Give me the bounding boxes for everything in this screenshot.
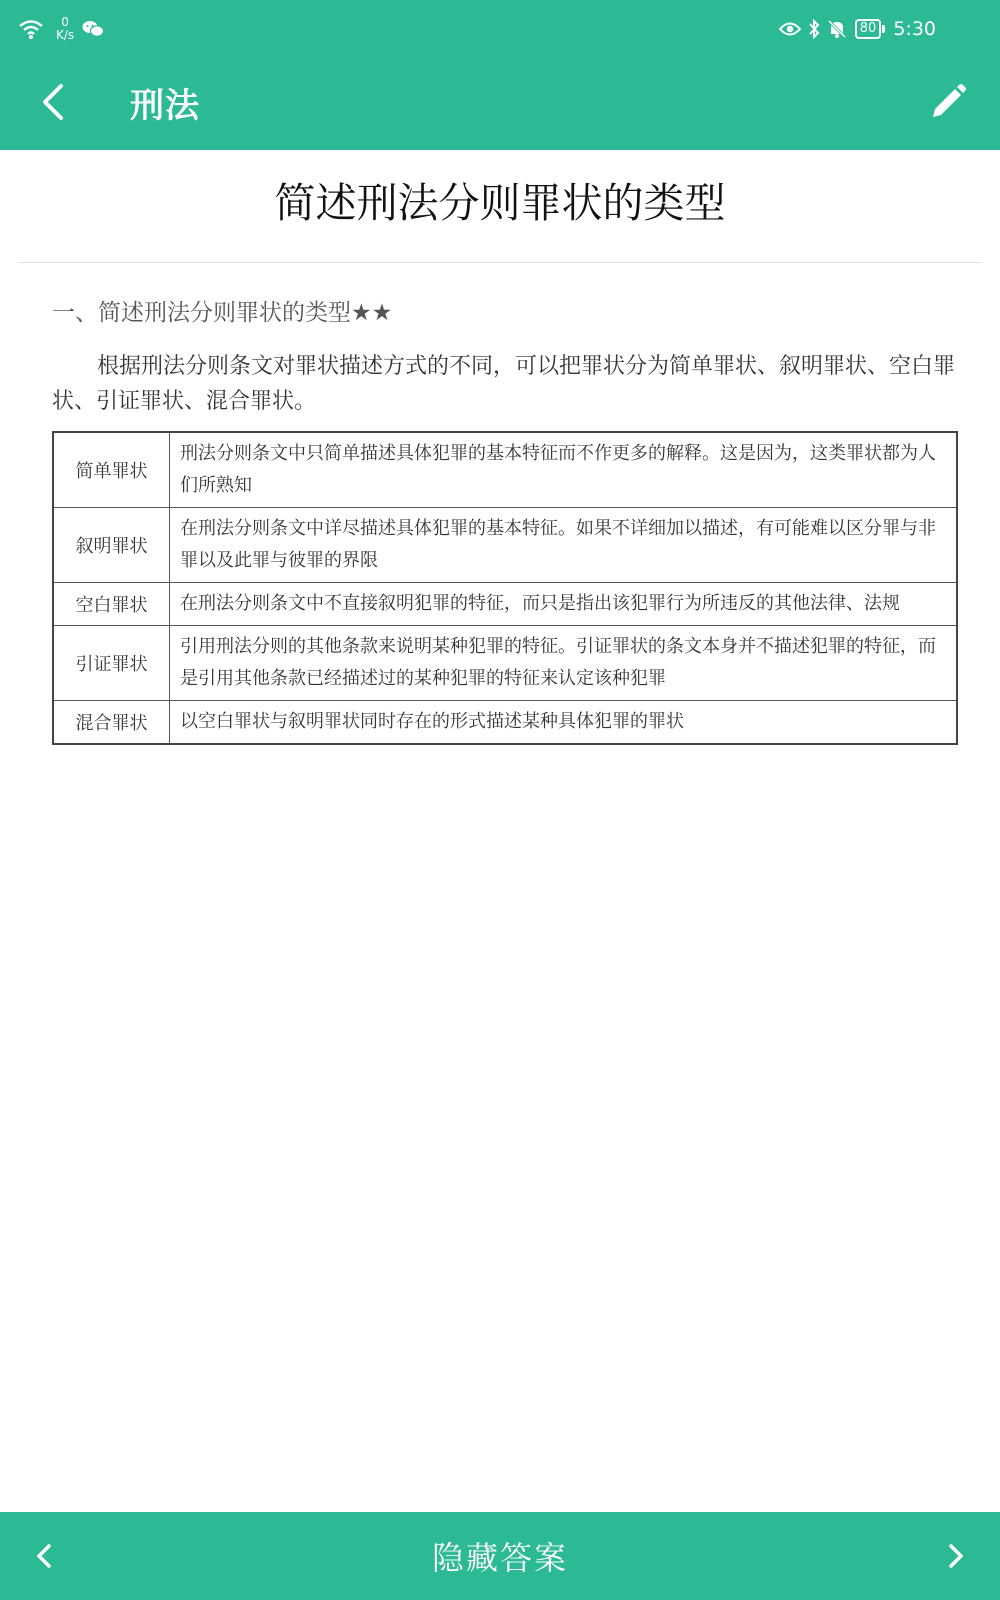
battery-icon — [855, 19, 886, 39]
hide-answer-button[interactable]: 隐藏答案 — [431, 1539, 568, 1577]
type-name: 简单罪状 — [53, 432, 170, 508]
edit-button[interactable] — [920, 74, 976, 130]
crime-types-table — [52, 431, 958, 745]
type-name: 引证罪状 — [53, 626, 170, 701]
wifi-icon — [18, 18, 44, 40]
mute-bell-icon — [827, 19, 847, 39]
type-name: 空白罪状 — [53, 583, 170, 626]
type-description: 在刑法分则条文中详尽描述具体犯罪的基本特征。如果不详细加以描述，有可能难以区分罪与非罪以及此罪与彼罪的界限 — [170, 508, 958, 583]
back-button[interactable] — [26, 74, 82, 130]
question-title: 简述刑法分则罪状的类型 — [274, 179, 726, 227]
wechat-icon — [82, 20, 104, 38]
type-description: 刑法分则条文中只简单描述具体犯罪的基本特征而不作更多的解释。这是因为，这类罪状都为人们所熟知 — [170, 432, 958, 508]
type-description: 在刑法分则条文中不直接叙明犯罪的特征，而只是指出该犯罪行为所违反的其他法律、法规 — [170, 583, 958, 626]
edit-pencil-icon — [929, 83, 967, 121]
type-description: 以空白罪状与叙明罪状同时存在的形式描述某种具体犯罪的罪状 — [170, 701, 958, 745]
answer-content — [52, 294, 960, 745]
bottom-bar — [0, 1512, 1000, 1600]
table-row — [53, 432, 957, 508]
divider — [18, 262, 982, 263]
table-row — [53, 583, 957, 626]
prev-chevron-icon — [34, 1541, 54, 1571]
back-arrow-icon — [39, 82, 69, 122]
status-bar — [0, 0, 1000, 56]
answer-heading: 一、简述刑法分则罪状的类型★★ — [52, 300, 393, 326]
net-speed-value: 0 — [61, 15, 69, 29]
page-title: 刑法 — [130, 86, 200, 126]
app-header — [0, 0, 1000, 150]
toolbar — [0, 56, 1000, 150]
bluetooth-icon — [807, 19, 821, 39]
eye-icon — [779, 21, 801, 37]
type-name: 叙明罪状 — [53, 508, 170, 583]
battery-level: 80 — [855, 19, 882, 39]
table-row — [53, 508, 957, 583]
net-speed-unit: K/s — [56, 28, 75, 42]
net-speed — [56, 16, 74, 42]
next-chevron-icon — [946, 1541, 966, 1571]
clock: 5:30 — [893, 18, 936, 40]
table-row — [53, 626, 957, 701]
type-name: 混合罪状 — [53, 701, 170, 745]
previous-button[interactable] — [16, 1528, 72, 1584]
next-button[interactable] — [928, 1528, 984, 1584]
table-row — [53, 701, 957, 745]
answer-intro: 根据刑法分则条文对罪状描述方式的不同，可以把罪状分为简单罪状、叙明罪状、空白罪状、引证罪状、混合罪状。 — [52, 354, 956, 414]
type-description: 引用刑法分则的其他条款来说明某种犯罪的特征。引证罪状的条文本身并不描述犯罪的特征，而是引用其他条款已经描述过的某种犯罪的特征来认定该种犯罪 — [170, 626, 958, 701]
